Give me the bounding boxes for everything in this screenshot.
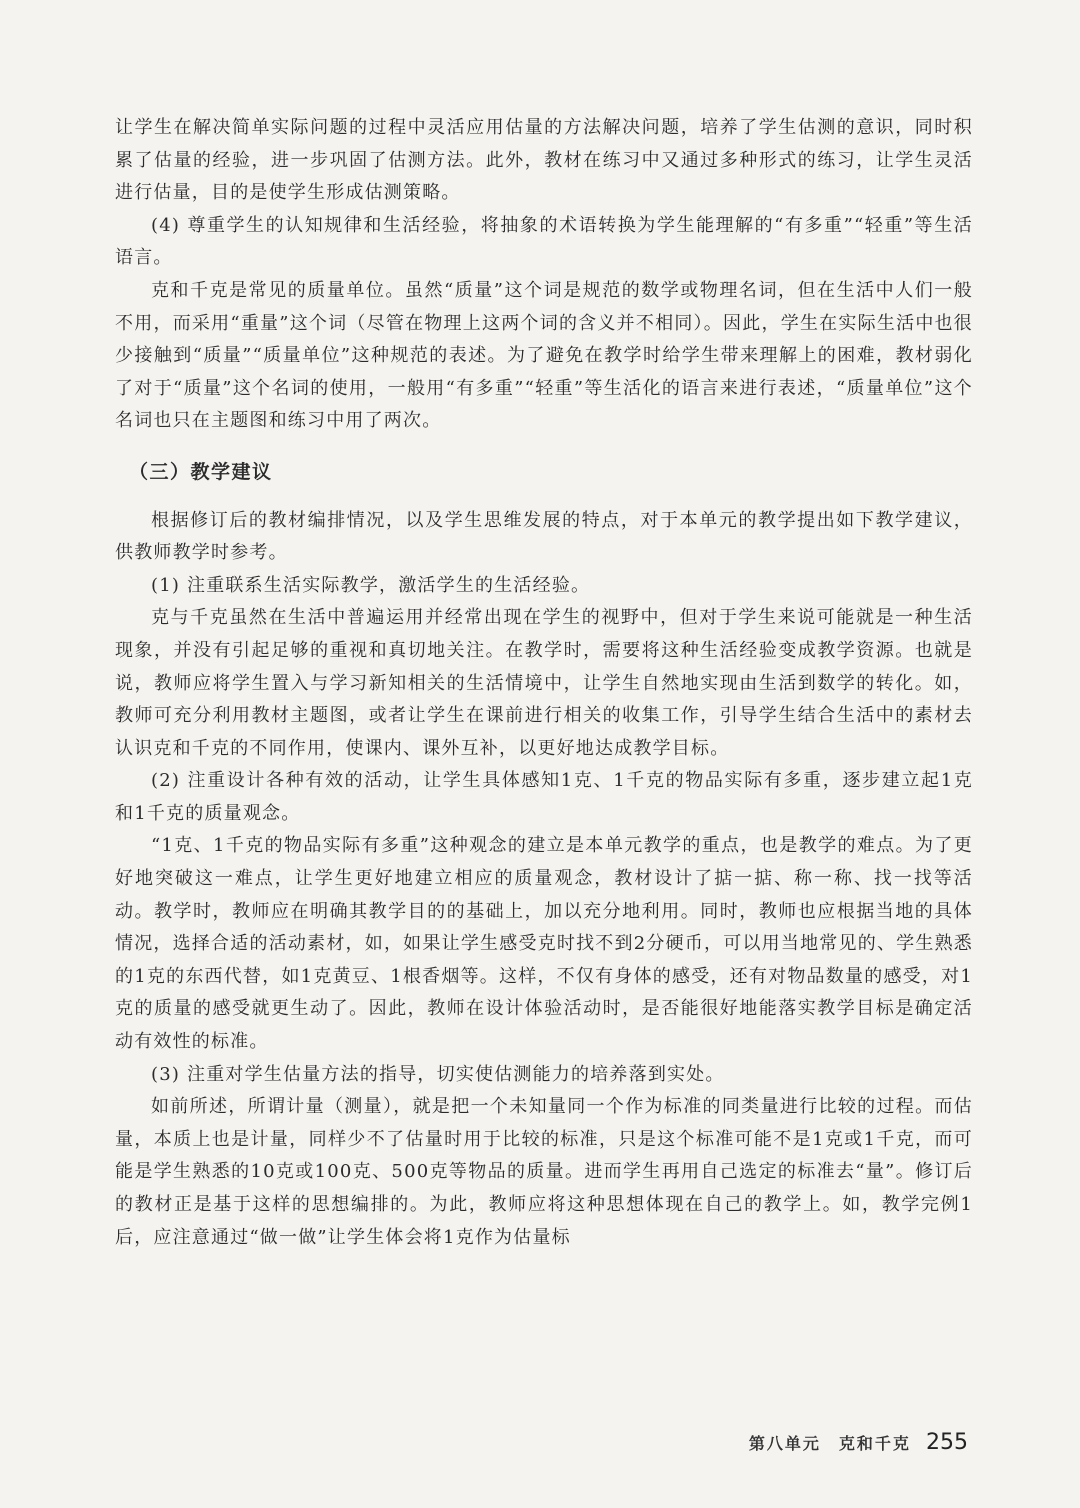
page-number: 255 xyxy=(926,1430,968,1455)
footer-unit-title: 第八单元 克和千克 xyxy=(748,1434,911,1453)
paragraph-suggestion-2-body: “1克、1千克的物品实际有多重”这种观念的建立是本单元教学的重点，也是教学的难点。为了更好地突破这一难点，让学生更好地建立相应的质量观念，教材设计了掂一掂、称一称、找一找等活动。教学时，教师应在明确其教学目的的基础上，加以充分地利用。同时，教师也应根据当地的具体情况，选择合适的活动素材，如，如果让学生感受克时找不到2分硬币，可以用当地常见的、学生熟悉的1克的东西代替，如1克黄豆、1根香烟等。这样，不仅有身体的感受，还有对物品数量的感受，对1克的质量的感受就更生动了。因此，教师在设计体验活动时，是否能很好地能落实教学目标是确定活动有效性的标准。 xyxy=(115,835,973,1053)
section-heading: （三）教学建议 xyxy=(129,460,273,483)
paragraph-mass-units: 克和千克是常见的质量单位。虽然“质量”这个词是规范的数学或物理名词，但在生活中人们一般不用，而采用“重量”这个词（尽管在物理上这两个词的含义并不相同）。因此，学生在实际生活中也很少接触到“质量”“质量单位”这种规范的表述。为了避免在教学时给学生带来理解上的困难，教材弱化了对于“质量”这个名词的使用，一般用“有多重”“轻重”等生活化的语言来进行表述，“质量单位”这个名词也只在主题图和练习中用了两次。 xyxy=(115,279,973,432)
paragraph-suggestion-1-body: 克与千克虽然在生活中普遍运用并经常出现在学生的视野中，但对于学生来说可能就是一种生活现象，并没有引起足够的重视和真切地关注。在教学时，需要将这种生活经验变成教学资源。也就是说，教师应将学生置入与学习新知相关的生活情境中，让学生自然地实现由生活到数学的转化。如，教师可充分利用教材主题图，或者让学生在课前进行相关的收集工作，引导学生结合生活中的素材去认识克和千克的不同作用，使课内、课外互补，以更好地达成教学目标。 xyxy=(115,607,973,759)
page-body xyxy=(115,112,973,1254)
page-footer xyxy=(749,1430,968,1455)
paragraph-suggestion-3: (3) 注重对学生估量方法的指导，切实使估测能力的培养落到实处。 xyxy=(151,1063,725,1085)
paragraph-intro: 根据修订后的教材编排情况，以及学生思维发展的特点，对于本单元的教学提出如下教学建议，供教师教学时参考。 xyxy=(115,509,973,564)
paragraph-suggestion-3-body: 如前所述，所谓计量（测量），就是把一个未知量同一个作为标准的同类量进行比较的过程。而估量，本质上也是计量，同样少不了估量时用于比较的标准，只是这个标准可能不是1克或1千克，而可能是学生熟悉的10克或100克、500克等物品的质量。进而学生再用自己选定的标准去“量”。修订后的教材正是基于这样的思想编排的。为此，教师应将这种思想体现在自己的教学上。如，教学完例1后，应注意通过“做一做”让学生体会将1克作为估量标 xyxy=(115,1096,973,1248)
paragraph-point-4: (4) 尊重学生的认知规律和生活经验，将抽象的术语转换为学生能理解的“有多重”“轻重”等生活语言。 xyxy=(115,214,973,269)
paragraph-suggestion-2: (2) 注重设计各种有效的活动，让学生具体感知1克、1千克的物品实际有多重，逐步建立起1克和1千克的质量观念。 xyxy=(115,770,973,824)
paragraph-continuation: 让学生在解决简单实际问题的过程中灵活应用估量的方法解决问题，培养了学生估测的意识，同时积累了估量的经验，进一步巩固了估测方法。此外，教材在练习中又通过多种形式的练习，让学生灵活进行估量，目的是使学生形成估测策略。 xyxy=(115,117,973,204)
paragraph-suggestion-1: (1) 注重联系生活实际教学，激活学生的生活经验。 xyxy=(151,574,591,596)
